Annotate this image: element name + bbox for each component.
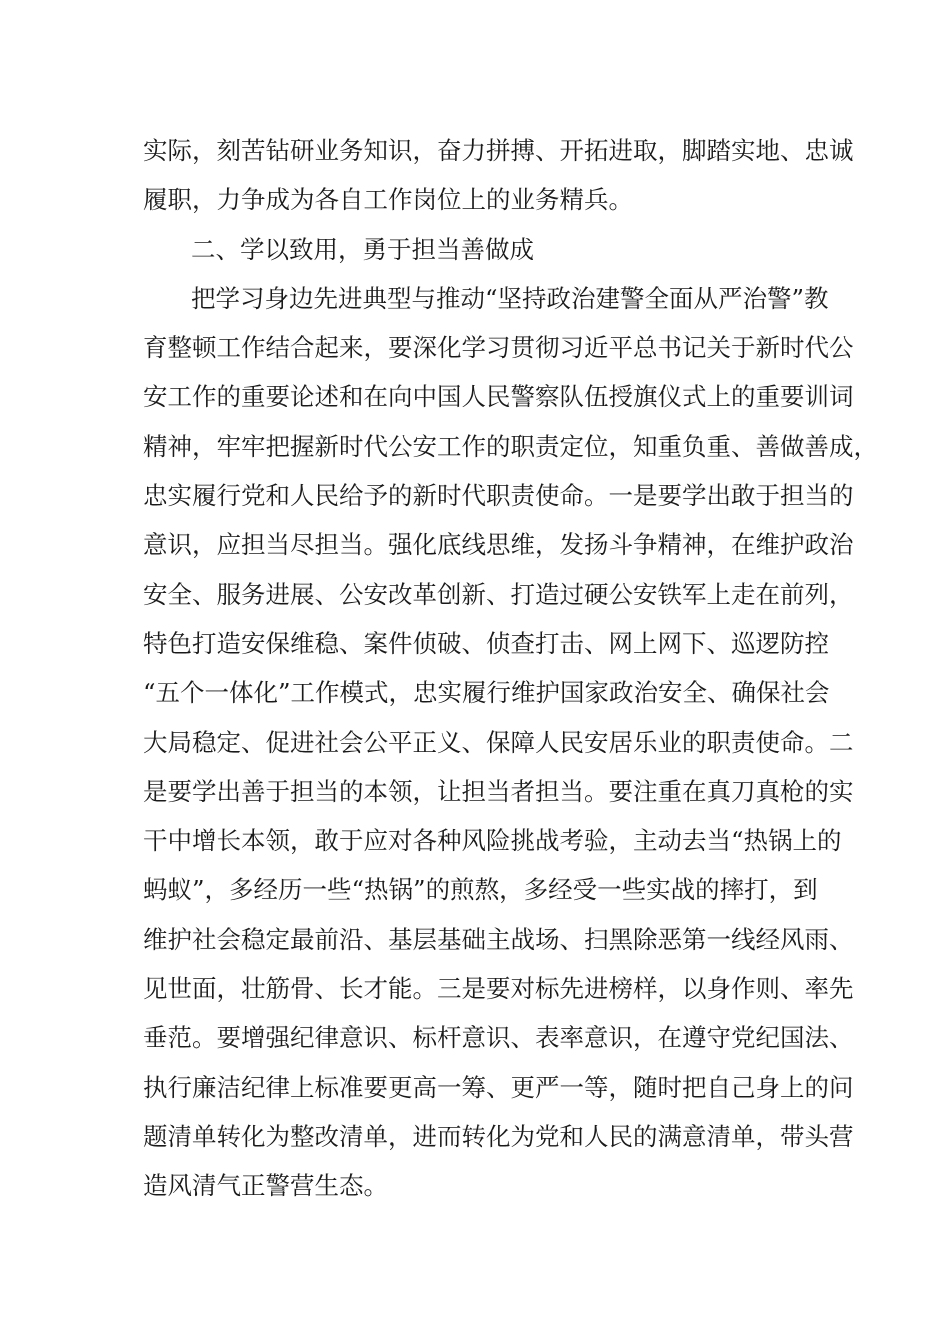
text-line: 垂范。要增强纪律意识、标杆意识、表率意识，在遵守党纪国法、	[143, 1023, 854, 1053]
text-line: 精神，牢牢把握新时代公安工作的职责定位，知重负重、善做善成，	[143, 431, 878, 461]
text-line: 干中增长本领，敢于应对各种风险挑战考验，主动去当“热锅上的	[143, 826, 842, 856]
text-line: 意识，应担当尽担当。强化底线思维，发扬斗争精神，在维护政治	[143, 530, 854, 560]
section-heading: 二、学以致用，勇于担当善做成	[191, 234, 534, 264]
body-text	[143, 126, 878, 1211]
text-line: 蚂蚁”，多经历一些“热锅”的煎熬，多经受一些实战的摔打，到	[143, 875, 818, 905]
text-line: 造风清气正警营生态。	[143, 1171, 388, 1201]
text-line: 执行廉洁纪律上标准要更高一筹、更严一等，随时把自己身上的问	[143, 1072, 854, 1102]
text-line: 题清单转化为整改清单，进而转化为党和人民的满意清单，带头营	[143, 1121, 854, 1151]
text-line: 实际，刻苦钻研业务知识，奋力拼搏、开拓进取，脚踏实地、忠诚	[143, 136, 854, 165]
text-line: 履职，力争成为各自工作岗位上的业务精兵。	[143, 185, 633, 215]
text-line: 育整顿工作结合起来，要深化学习贯彻习近平总书记关于新时代公	[143, 333, 854, 363]
text-line: 把学习身边先进典型与推动“坚持政治建警全面从严治警”教	[191, 283, 829, 313]
text-line: 特色打造安保维稳、案件侦破、侦查打击、网上网下、巡逻防控	[143, 628, 829, 658]
text-line: 大局稳定、促进社会公平正义、保障人民安居乐业的职责使命。二	[143, 727, 854, 757]
text-line: 忠实履行党和人民给予的新时代职责使命。一是要学出敢于担当的	[143, 481, 854, 511]
text-line: 维护社会稳定最前沿、基层基础主战场、扫黑除恶第一线经风雨、	[143, 924, 854, 954]
text-line: “五个一体化”工作模式，忠实履行维护国家政治安全、确保社会	[143, 678, 830, 708]
text-line: 安全、服务进展、公安改革创新、打造过硬公安铁军上走在前列，	[143, 579, 854, 609]
text-line: 见世面，壮筋骨、长才能。三是要对标先进榜样，以身作则、率先	[143, 974, 854, 1004]
text-line: 安工作的重要论述和在向中国人民警察队伍授旗仪式上的重要训词	[143, 382, 854, 412]
text-line: 是要学出善于担当的本领，让担当者担当。要注重在真刀真枪的实	[143, 776, 854, 806]
